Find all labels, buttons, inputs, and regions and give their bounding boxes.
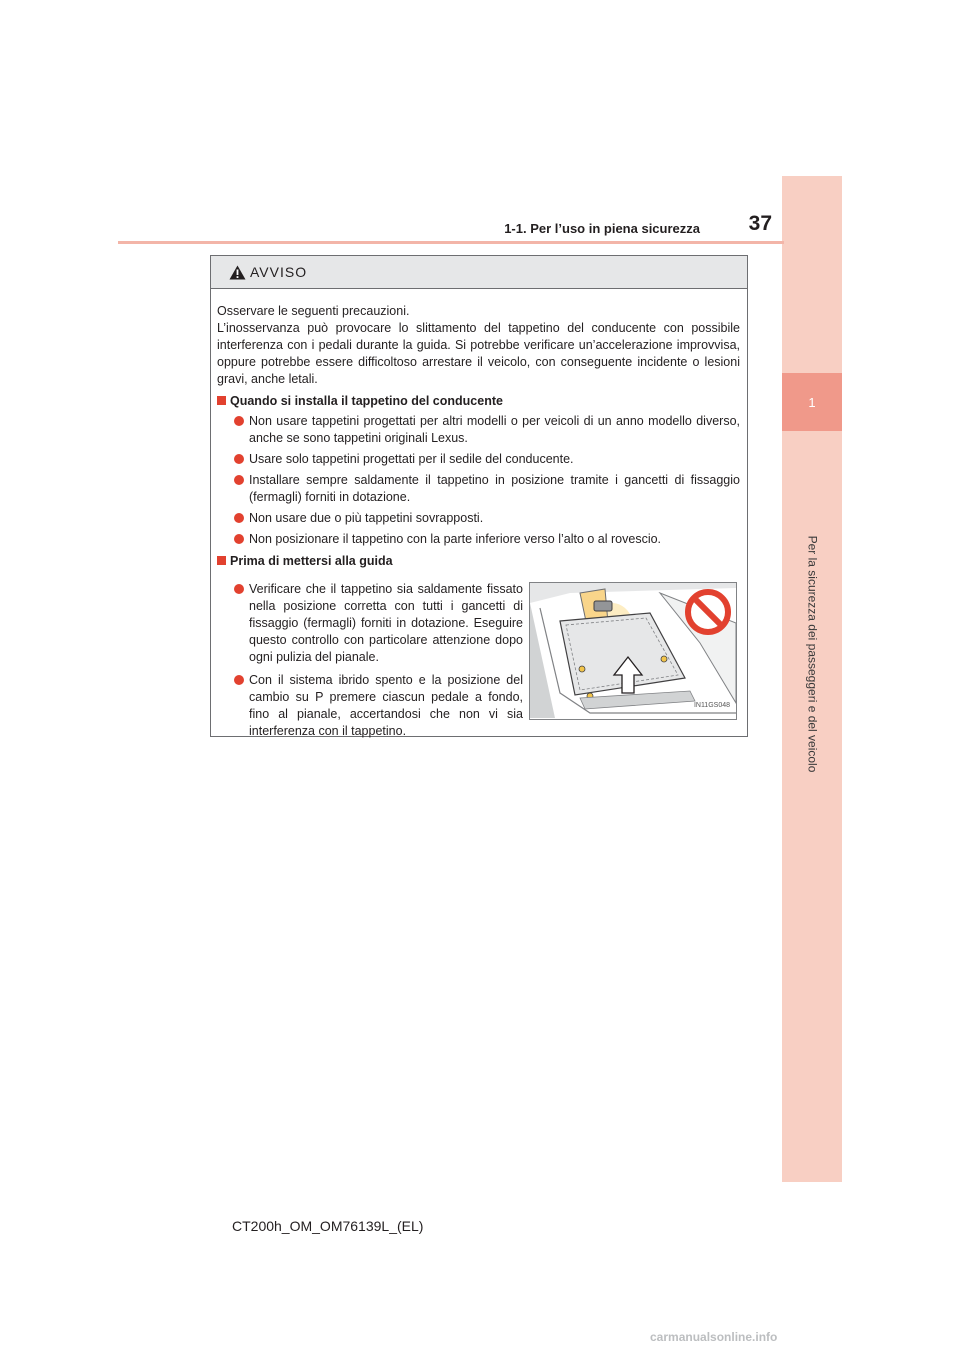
page-number: 37: [748, 212, 772, 235]
list-item-text: Non posizionare il tappetino con la parte inferiore verso l’alto o al rovescio.: [249, 532, 662, 546]
warning-title: AVVISO: [250, 264, 308, 280]
before-driving-list: [217, 581, 523, 740]
warning-triangle-icon: [229, 265, 246, 280]
chapter-title: [782, 444, 842, 864]
list-item-text: Verificare che il tappetino sia saldamente fissato nella posizione corretta con tutti i gancetti di fissaggio (fermagli) forniti in dotazione. Eseguire questo controllo con particolare attenzione dopo ogni pulizia del pianale.: [249, 582, 523, 664]
intro-line: Osservare le seguenti precauzioni.: [217, 304, 410, 318]
bullet-dot-icon: [234, 475, 244, 485]
list-item-text: Non usare tappetini progettati per altri modelli o per veicoli di un anno modello diverso, anche se sono tappetini originali Lexus.: [249, 414, 740, 445]
section-heading-before-driving: [217, 553, 740, 570]
list-item: [217, 672, 523, 740]
list-item: [217, 510, 740, 527]
list-item: [217, 531, 740, 548]
bullet-dot-icon: [234, 534, 244, 544]
list-item: [217, 581, 523, 666]
header-divider: [118, 241, 784, 244]
list-item-text: Installare sempre saldamente il tappetino in posizione tramite i gancetti di fissaggio (fermagli) forniti in dotazione.: [249, 473, 740, 504]
bullet-dot-icon: [234, 513, 244, 523]
list-item-text: Usare solo tappetini progettati per il sedile del conducente.: [249, 452, 574, 466]
section-heading-text: Prima di mettersi alla guida: [230, 554, 393, 568]
intro-line: L’inosservanza può provocare lo slittamento del tappetino del conducente con possibile interferenza con i pedali durante la guida. Si potrebbe verificare un’accelerazione improvvisa, oppure potrebbe essere difficoltoso arrestare il veicolo, con conseguente incidente o lesioni gravi, anche letali.: [217, 321, 740, 386]
bullet-dot-icon: [234, 454, 244, 464]
square-bullet-icon: [217, 556, 226, 565]
chapter-number: 1: [782, 373, 842, 431]
warning-intro: [217, 303, 740, 388]
list-item-text: Non usare due o più tappetini sovrapposti.: [249, 511, 484, 525]
warning-header: [211, 256, 747, 289]
warning-body: [211, 289, 747, 746]
before-driving-block: [217, 578, 740, 746]
list-item: [217, 472, 740, 506]
list-item-text: Con il sistema ibrido spento e la posizione del cambio su P premere ciascun pedale a fondo, fino al pianale, accertandosi che non vi sia interferenza con il tappetino.: [249, 673, 523, 738]
list-item: [217, 451, 740, 468]
manual-code: CT200h_OM_OM76139L_(EL): [232, 1218, 424, 1234]
floor-mat-illustration: [529, 582, 737, 720]
square-bullet-icon: [217, 396, 226, 405]
section-heading-text: Quando si installa il tappetino del conducente: [230, 394, 503, 408]
watermark: carmanualsonline.info: [650, 1330, 778, 1344]
before-driving-text: [217, 578, 523, 746]
bullet-dot-icon: [234, 416, 244, 426]
section-heading-install: [217, 393, 740, 410]
warning-box: [210, 255, 748, 737]
side-chapter-tab: [782, 176, 842, 1182]
chapter-title-text: Per la sicurezza dei passeggeri e del veicolo: [805, 535, 820, 773]
illustration-code: IN11GS048: [693, 702, 730, 709]
bullet-dot-icon: [234, 584, 244, 594]
running-header-section: 1-1. Per l’uso in piena sicurezza: [504, 221, 700, 236]
bullet-dot-icon: [234, 675, 244, 685]
install-precautions-list: [217, 413, 740, 548]
list-item: [217, 413, 740, 447]
